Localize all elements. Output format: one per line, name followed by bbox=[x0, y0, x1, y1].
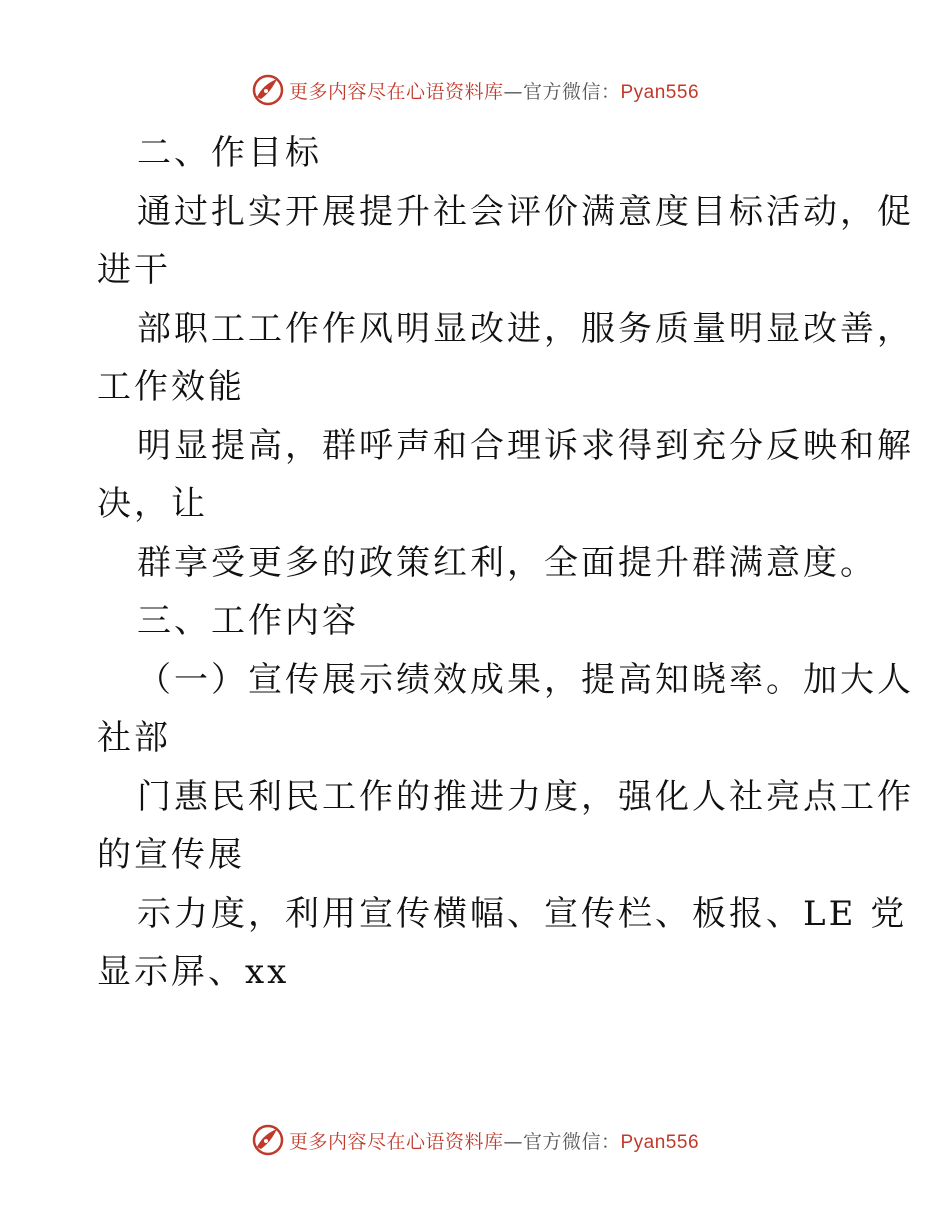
paragraph-line: 明显提高，群呼声和合理诉求得到充分反映和解 bbox=[137, 425, 914, 466]
section-heading: 三、工作内容 bbox=[137, 601, 359, 641]
paragraph-line: 进干 bbox=[97, 250, 171, 290]
watermark-separator: — bbox=[503, 80, 523, 103]
paragraph-line: 部职工工作作风明显改进，服务质量明显改善， bbox=[137, 308, 914, 349]
paragraph-line: 社部 bbox=[97, 718, 171, 758]
paragraph-line: 群享受更多的政策红利，全面提升群满意度。 bbox=[137, 542, 877, 583]
header-watermark bbox=[0, 70, 950, 110]
watermark-wechat-label: 官方微信： bbox=[522, 80, 621, 103]
watermark-wechat-label: 官方微信： bbox=[522, 1130, 621, 1153]
watermark-separator: — bbox=[503, 1130, 523, 1153]
section-heading: 二、作目标 bbox=[137, 133, 322, 173]
footer-watermark bbox=[0, 1120, 950, 1160]
paragraph-line: 通过扎实开展提升社会评价满意度目标活动，促 bbox=[137, 191, 914, 232]
paragraph-line: 门惠民利民工作的推进力度，强化人社亮点工作 bbox=[137, 776, 914, 817]
watermark-wechat-id: Pyan556 bbox=[620, 81, 700, 103]
watermark-wechat-id: Pyan556 bbox=[620, 1131, 700, 1153]
watermark-brand: 更多内容尽在心语资料库 bbox=[288, 1130, 504, 1153]
document-body bbox=[97, 124, 914, 1002]
watermark-text bbox=[289, 1127, 699, 1154]
paragraph-line: 决，让 bbox=[97, 484, 208, 524]
paragraph-line: 工作效能 bbox=[97, 367, 245, 407]
paragraph-line: 显示屏、xx bbox=[97, 952, 290, 992]
pen-nib-logo-icon bbox=[251, 73, 285, 107]
watermark-text bbox=[289, 77, 699, 104]
pen-nib-logo-icon bbox=[251, 1123, 285, 1157]
paragraph-line: 示力度，利用宣传横幅、宣传栏、板报、LE 党 bbox=[137, 893, 908, 934]
paragraph-line: （一）宣传展示绩效成果，提高知晓率。加大人 bbox=[137, 659, 914, 700]
watermark-brand: 更多内容尽在心语资料库 bbox=[288, 80, 504, 103]
paragraph-line: 的宣传展 bbox=[97, 835, 245, 875]
